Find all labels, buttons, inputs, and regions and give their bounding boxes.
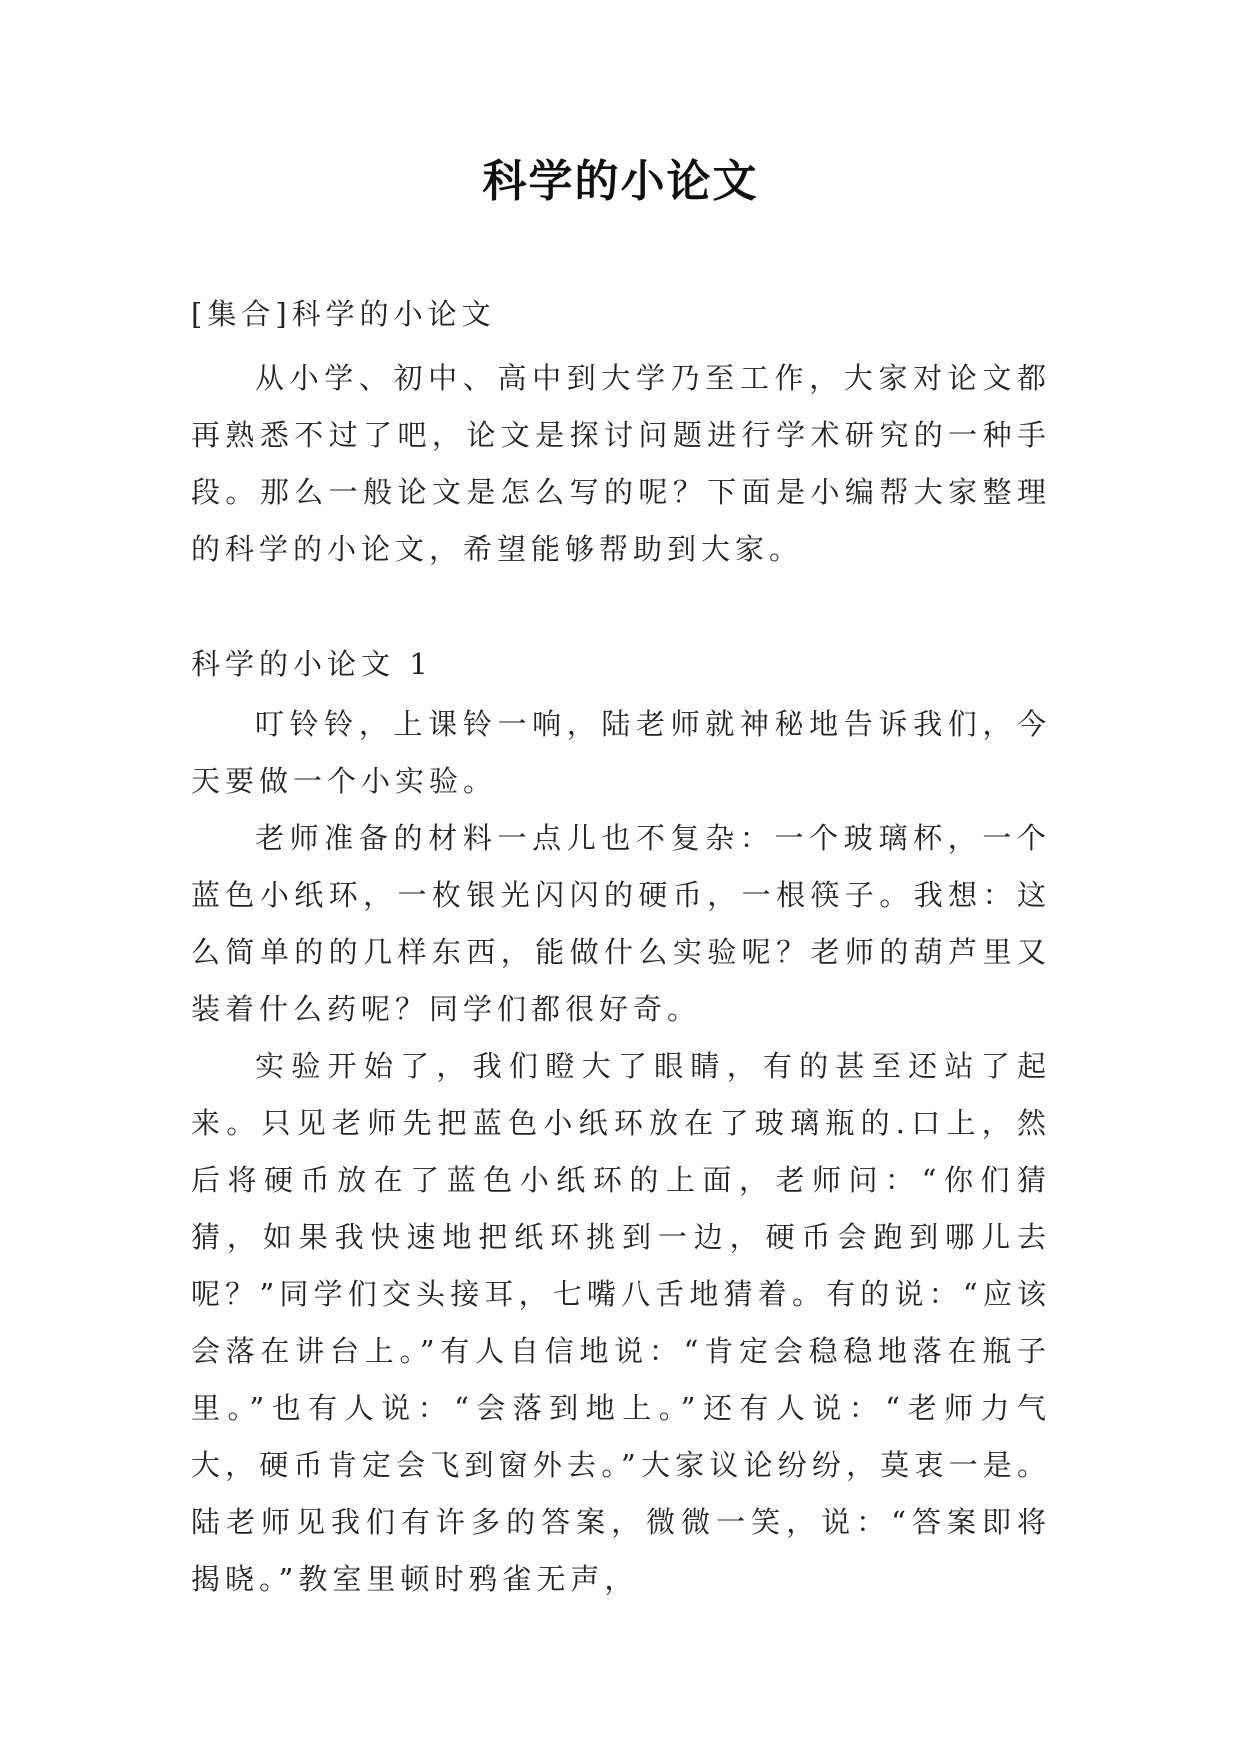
intro-paragraph: 从小学、初中、高中到大学乃至工作，大家对论文都再熟悉不过了吧，论文是探讨问题进行学术研究的一种手段。那么一般论文是怎么写的呢？下面是小编帮大家整理的科学的小论文，希望能够帮助到大家。	[191, 361, 1051, 566]
paragraph: 老师准备的材料一点儿也不复杂：一个玻璃杯，一个蓝色小纸环，一枚银光闪闪的硬币，一根筷子。我想：这么简单的的几样东西，能做什么实验呢？老师的葫芦里又装着什么药呢？同学们都很好奇。	[191, 821, 1051, 1026]
paragraph: 叮铃铃，上课铃一响，陆老师就神秘地告诉我们，今天要做一个小实验。	[191, 707, 1051, 798]
paragraph: 实验开始了，我们瞪大了眼睛，有的甚至还站了起来。只见老师先把蓝色小纸环放在了玻璃瓶的.口上，然后将硬币放在了蓝色小纸环的上面，老师问：“你们猜猜，如果我快速地把纸环挑到一边，硬币会跑到哪儿去呢？”同学们交头接耳，七嘴八舌地猜着。有的说：“应该会落在讲台上。”有人自信地说：“肯定会稳稳地落在瓶子里。”也有人说：“会落到地上。”还有人说：“老师力气大，硬币肯定会飞到窗外去。”大家议论纷纷，莫衷一是。陆老师见我们有许多的答案，微微一笑，说：“答案即将揭晓。”教室里顿时鸦雀无声，	[191, 1049, 1051, 1596]
section-heading: 科学的小论文 1	[191, 647, 433, 681]
document-subtitle: [集合]科学的小论文	[191, 297, 496, 331]
section-content	[191, 696, 1051, 1608]
document-title: 科学的小论文	[482, 156, 759, 207]
